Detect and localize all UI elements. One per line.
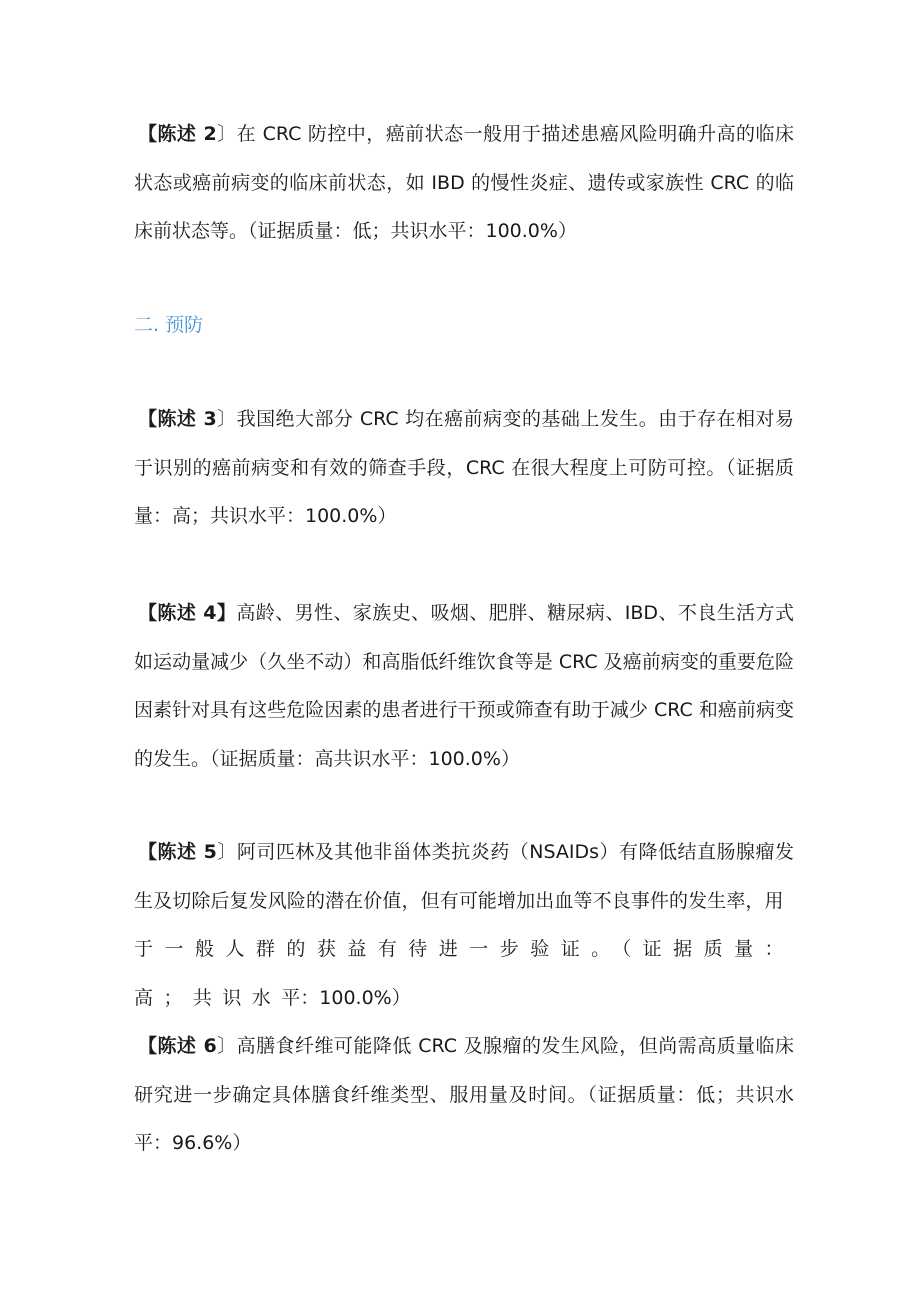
- statement-4: [134, 589, 794, 783]
- statement-5-text-a: 〕阿司匹林及其他非甾体类抗炎药（NSAIDs）有降低结直肠腺瘤发生及切除后复发风险的潜在价值，但有可能增加出血等不良事件的发生率，: [134, 841, 794, 912]
- statement-6-text: 〕高膳食纤维可能降低 CRC 及腺瘤的发生风险，但尚需高质量临床研究进一步确定具体膳食纤维类型、服用量及时间。（证据质量：低；共识水平：96.6%）: [134, 1035, 794, 1154]
- statement-3-text: 〕我国绝大部分 CRC 均在癌前病变的基础上发生。由于存在相对易于识别的癌前病变和有效的筛查手段，CRC 在很大程度上可防可控。（证据质量：高；共识水平：100.0%）: [134, 408, 794, 527]
- statement-4-text: 高龄、男性、家族史、吸烟、肥胖、糖尿病、IBD、不良生活方式如运动量减少（久坐不动）和高脂低纤维饮食等是 CRC 及癌前病变的重要危险因素针对具有这些危险因素的患者进行干预或筛查有助于减少 CRC 和癌前病变的发生。（证据质量：高共识水平：100.0%）: [134, 602, 794, 770]
- statement-5-text-b: 用于一般人群的获益有待进一步验证。（证据质量：高；共识水: [134, 889, 794, 1009]
- section-heading-prevention: 二. 预防: [134, 314, 204, 336]
- statement-6: [134, 1022, 794, 1168]
- statement-3: [134, 395, 794, 541]
- statement-3-label: 【陈述 3: [138, 408, 217, 430]
- statement-6-label: 【陈述 6: [138, 1035, 217, 1057]
- statement-2: [134, 110, 794, 256]
- statement-5-label: 【陈述 5: [138, 841, 217, 863]
- statement-5: [134, 828, 794, 1022]
- statement-2-label: 【陈述 2: [138, 123, 217, 145]
- statement-4-label: 【陈述 4】: [138, 602, 237, 624]
- statement-2-text: 〕在 CRC 防控中，癌前状态一般用于描述患癌风险明确升高的临床状态或癌前病变的临床前状态，如 IBD 的慢性炎症、遗传或家族性 CRC 的临床前状态等。（证据质量：低；共识水平：100.0%）: [134, 123, 794, 242]
- statement-5-text-c: 平：100.0%）: [281, 986, 411, 1009]
